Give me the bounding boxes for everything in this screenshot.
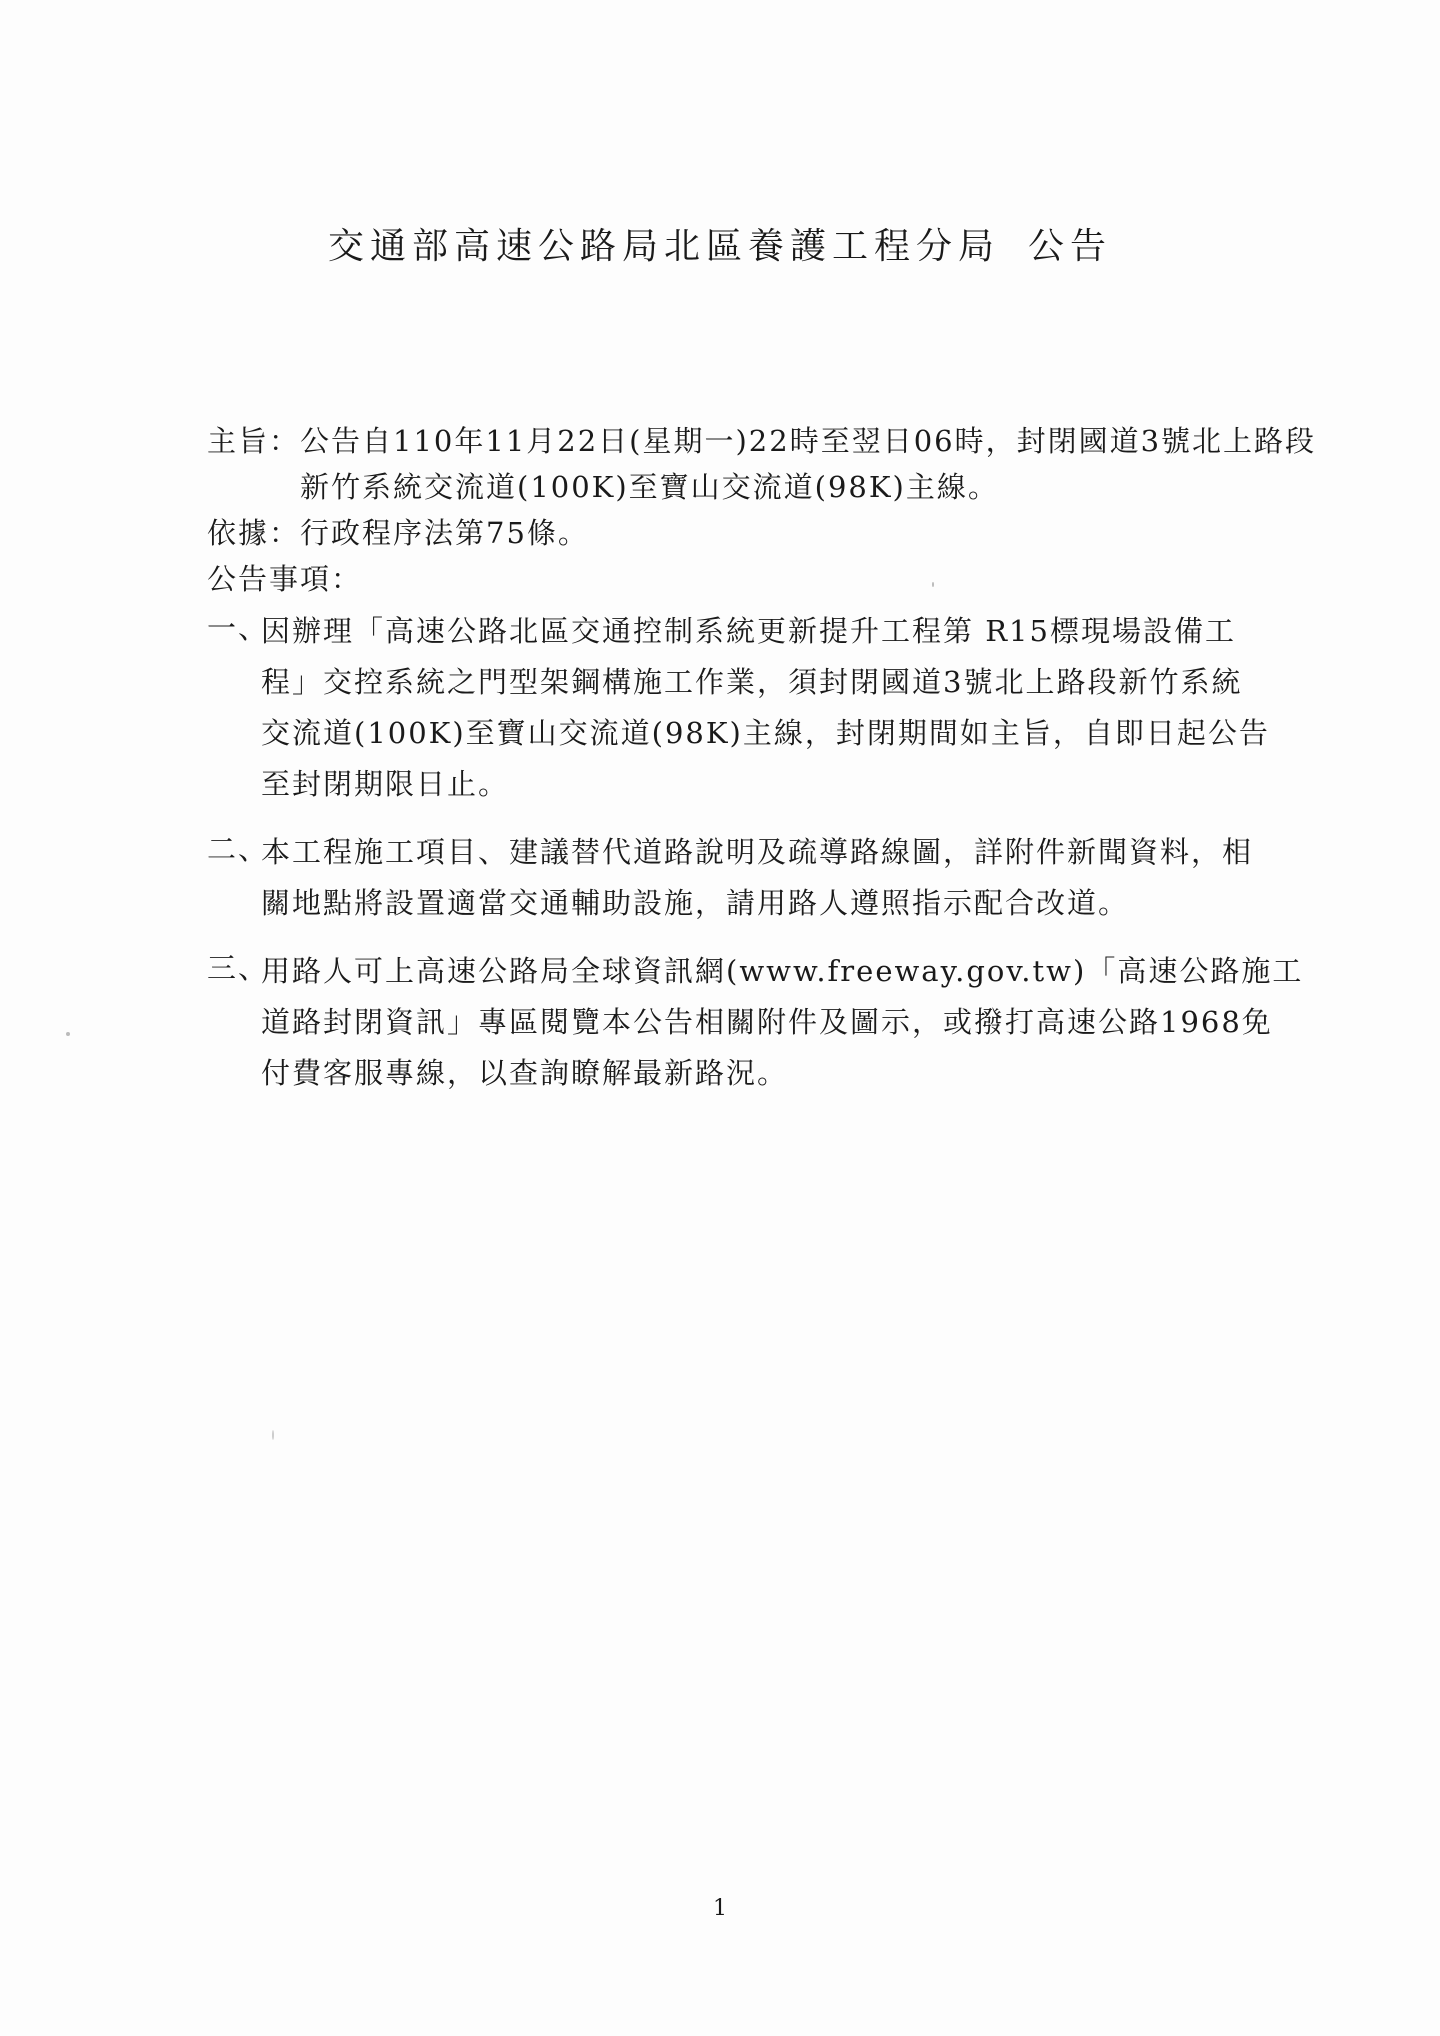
announcement-title (0, 222, 1440, 272)
notes-section (207, 556, 1327, 602)
basis-text: 行政程序法第75條。 (300, 516, 589, 550)
scan-speck (272, 1430, 274, 1440)
title-suffix: 公告 (1028, 226, 1113, 267)
scan-speck (932, 582, 934, 587)
scan-speck (66, 1032, 70, 1036)
basis-section (207, 510, 1327, 556)
item-marker: 一、 (207, 611, 270, 645)
subject-section (207, 418, 1327, 510)
notes-label: 公告事項： (207, 562, 363, 596)
item-text: 因辦理「高速公路北區交通控制系統更新提升工程第 R15標現場設備工 程」交控系統之門型架鋼構施工作業，須封閉國道3號北上路段新竹系統 交流道(100K)至寶山交流道(98K)主線，封閉期間如主旨，自即日起公告 至封閉期限日止。 (261, 614, 1270, 801)
subject-text (300, 418, 1327, 510)
page-number: 1 (713, 1896, 727, 1921)
basis-label: 依據： (207, 516, 301, 550)
notice-item-3 (207, 946, 1327, 1099)
item-marker: 三、 (207, 951, 270, 985)
notice-item-2 (207, 827, 1327, 929)
announcement-body (207, 418, 1327, 1116)
notice-item-1 (207, 606, 1327, 810)
item-text: 本工程施工項目、建議替代道路說明及疏導路線圖，詳附件新聞資料，相 關地點將設置適當交通輔助設施，請用路人遵照指示配合改道。 (261, 835, 1254, 920)
subject-line: 公告自110年11月22日(星期一)22時至翌日06時，封閉國道3號北上路段 (300, 424, 1317, 458)
subject-label: 主旨： (207, 424, 301, 458)
item-marker: 二、 (207, 832, 270, 866)
title-agency: 交通部高速公路局北區養護工程分局 (327, 226, 1000, 267)
subject-line: 新竹系統交流道(100K)至寶山交流道(98K)主線。 (300, 470, 999, 504)
item-text: 用路人可上高速公路局全球資訊網(www.freeway.gov.tw)「高速公路施工 道路封閉資訊」專區閱覽本公告相關附件及圖示，或撥打高速公路1968免 付費客服專線，以查詢瞭解最新路況。 (261, 954, 1304, 1090)
